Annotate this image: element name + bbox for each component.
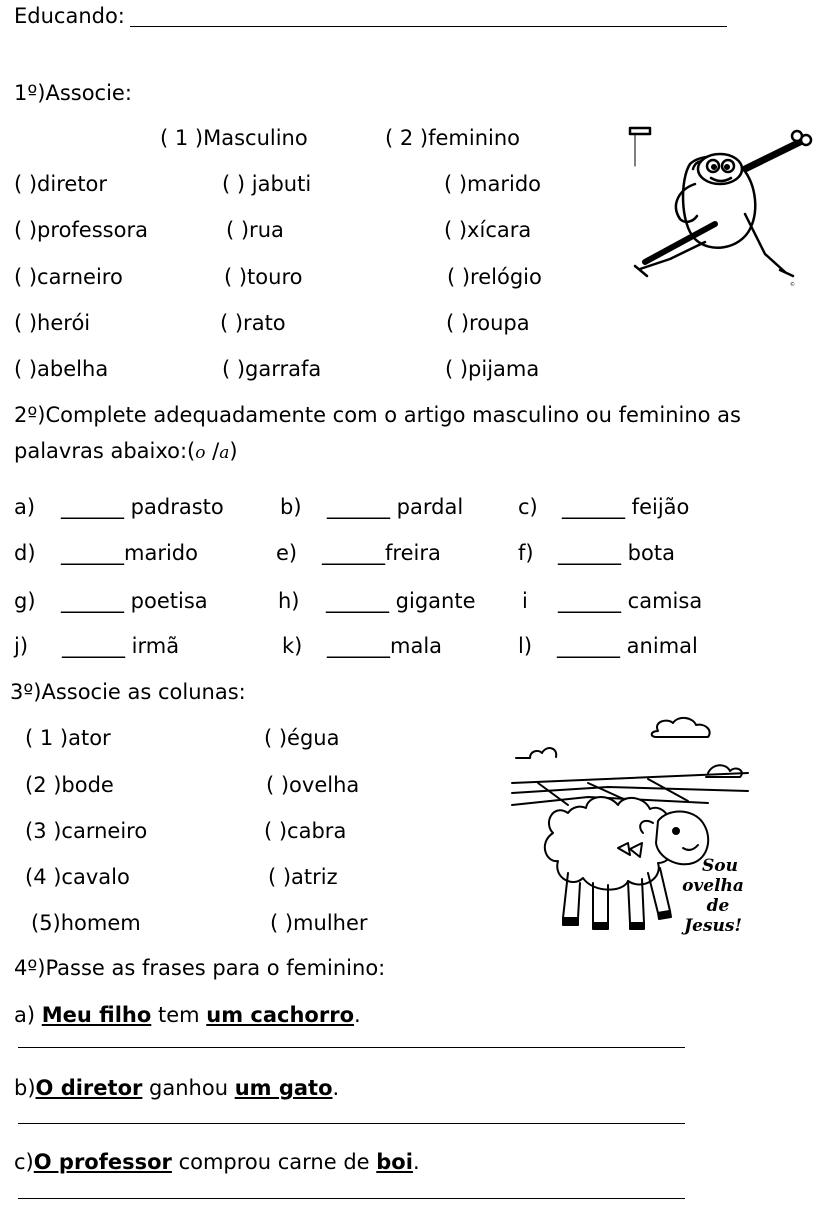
q4-sentence-b bbox=[14, 1078, 339, 1099]
q1-item[interactable]: ( )roupa bbox=[446, 311, 530, 335]
q1-item[interactable]: ( )professora bbox=[14, 218, 148, 242]
q2-line2-suffix: ) bbox=[229, 439, 238, 463]
q1-item[interactable]: ( )garrafa bbox=[222, 357, 322, 381]
svg-text:©: © bbox=[790, 282, 795, 288]
sheep-caption-1: Sou bbox=[702, 856, 738, 876]
q1-item[interactable]: ( )abelha bbox=[14, 357, 109, 381]
sentence-c-end: . bbox=[412, 1150, 420, 1174]
q2-blank[interactable]: ______ camisa bbox=[558, 589, 703, 613]
q2-blank[interactable]: ______marido bbox=[61, 541, 198, 565]
q3-title: 3º)Associe as colunas: bbox=[10, 680, 246, 704]
sentence-a-underlined-2: um cachorro bbox=[206, 1003, 354, 1027]
q3-left-item: (2 )bode bbox=[25, 773, 114, 797]
q2-letter: e) bbox=[276, 541, 298, 565]
q2-blank[interactable]: ______ animal bbox=[557, 634, 698, 658]
q2-blank[interactable]: ______mala bbox=[327, 634, 443, 658]
q2-letter: h) bbox=[278, 589, 300, 613]
sheep-caption-3: de bbox=[706, 896, 730, 916]
q2-blank[interactable]: ______ feijão bbox=[562, 495, 690, 519]
q2-instruction-line2 bbox=[14, 441, 238, 462]
q2-letter: l) bbox=[518, 634, 533, 658]
q2-letter: d) bbox=[14, 541, 36, 565]
student-name-line[interactable] bbox=[130, 26, 727, 27]
q1-item[interactable]: ( )xícara bbox=[444, 218, 532, 242]
sentence-c-underlined-1: O professor bbox=[33, 1150, 172, 1174]
q2-letter: k) bbox=[282, 634, 303, 658]
q3-right-item[interactable]: ( )égua bbox=[264, 726, 340, 750]
q4-sentence-c bbox=[14, 1152, 420, 1173]
sentence-c-text-1: comprou carne de bbox=[171, 1150, 377, 1174]
q3-right-item[interactable]: ( )atriz bbox=[268, 865, 338, 889]
q1-item[interactable]: ( )rato bbox=[220, 311, 286, 335]
q1-title: 1º)Associe: bbox=[14, 81, 132, 105]
q3-left-item: (3 )carneiro bbox=[25, 819, 148, 843]
q3-right-item[interactable]: ( )ovelha bbox=[266, 773, 360, 797]
q2-letter: j) bbox=[14, 634, 29, 658]
q4-sentence-a bbox=[14, 1005, 361, 1026]
q2-instruction-line1: 2º)Complete adequadamente com o artigo masculino ou feminino as bbox=[14, 403, 741, 427]
q1-item[interactable]: ( )herói bbox=[14, 311, 91, 335]
sheep-caption-4: Jesus! bbox=[684, 916, 742, 936]
q2-letter: g) bbox=[14, 589, 36, 613]
sentence-b-end: . bbox=[332, 1076, 340, 1100]
q2-blank[interactable]: ______freira bbox=[322, 541, 441, 565]
sentence-b-text-1: ganhou bbox=[142, 1076, 235, 1100]
q3-left-item: (5)homem bbox=[31, 911, 141, 935]
q2-letter: i bbox=[522, 589, 528, 613]
sheep-caption-2: ovelha bbox=[682, 876, 744, 896]
article-o-glyph: o bbox=[195, 443, 206, 463]
q2-letter: c) bbox=[518, 495, 538, 519]
q2-blank[interactable]: ______ gigante bbox=[326, 589, 476, 613]
q3-left-item: ( 1 )ator bbox=[25, 726, 111, 750]
q2-blank[interactable]: ______ padrasto bbox=[61, 495, 224, 519]
q2-blank[interactable]: ______ bota bbox=[558, 541, 675, 565]
answer-line-a[interactable] bbox=[18, 1047, 685, 1048]
q1-key-masculine: ( 1 )Masculino bbox=[160, 126, 308, 150]
sentence-c-underlined-2: boi bbox=[376, 1150, 413, 1174]
sentence-c-prefix: c) bbox=[14, 1150, 34, 1174]
q2-letter: f) bbox=[518, 541, 534, 565]
q1-item[interactable]: ( ) jabuti bbox=[222, 172, 312, 196]
answer-line-c[interactable] bbox=[18, 1198, 685, 1199]
standing-sheep-illustration bbox=[508, 713, 753, 943]
q3-right-item[interactable]: ( )mulher bbox=[270, 911, 368, 935]
q2-blank[interactable]: ______ irmã bbox=[62, 634, 180, 658]
sentence-a-underlined-1: Meu filho bbox=[41, 1003, 152, 1027]
sentence-b-underlined-1: O diretor bbox=[35, 1076, 143, 1100]
q2-line2-prefix: palavras abaixo:( bbox=[14, 439, 196, 463]
article-separator: / bbox=[205, 439, 220, 463]
sentence-b-prefix: b) bbox=[14, 1076, 36, 1100]
q2-letter: a) bbox=[14, 495, 36, 519]
sentence-a-prefix: a) bbox=[14, 1003, 42, 1027]
q4-title: 4º)Passe as frases para o feminino: bbox=[14, 956, 386, 980]
q2-blank[interactable]: ______ pardal bbox=[327, 495, 464, 519]
q1-item[interactable]: ( )diretor bbox=[14, 172, 108, 196]
q1-item[interactable]: ( )carneiro bbox=[14, 265, 123, 289]
q1-item[interactable]: ( )pijama bbox=[445, 357, 540, 381]
q3-right-item[interactable]: ( )cabra bbox=[264, 819, 347, 843]
sentence-a-text-1: tem bbox=[151, 1003, 207, 1027]
q1-item[interactable]: ( )relógio bbox=[447, 265, 542, 289]
q1-item[interactable]: ( )touro bbox=[224, 265, 303, 289]
q3-left-item: (4 )cavalo bbox=[25, 865, 130, 889]
sentence-a-end: . bbox=[354, 1003, 361, 1027]
student-name-label: Educando: bbox=[14, 4, 125, 28]
sentence-b-underlined-2: um gato bbox=[234, 1076, 333, 1100]
answer-line-b[interactable] bbox=[18, 1123, 685, 1124]
article-a-glyph: a bbox=[219, 443, 230, 463]
q2-letter: b) bbox=[280, 495, 302, 519]
q1-item[interactable]: ( )marido bbox=[444, 172, 542, 196]
dancing-sheep-illustration bbox=[625, 124, 820, 294]
q2-blank[interactable]: ______ poetisa bbox=[61, 589, 208, 613]
q1-key-feminine: ( 2 )feminino bbox=[385, 126, 521, 150]
q1-item[interactable]: ( )rua bbox=[226, 218, 284, 242]
